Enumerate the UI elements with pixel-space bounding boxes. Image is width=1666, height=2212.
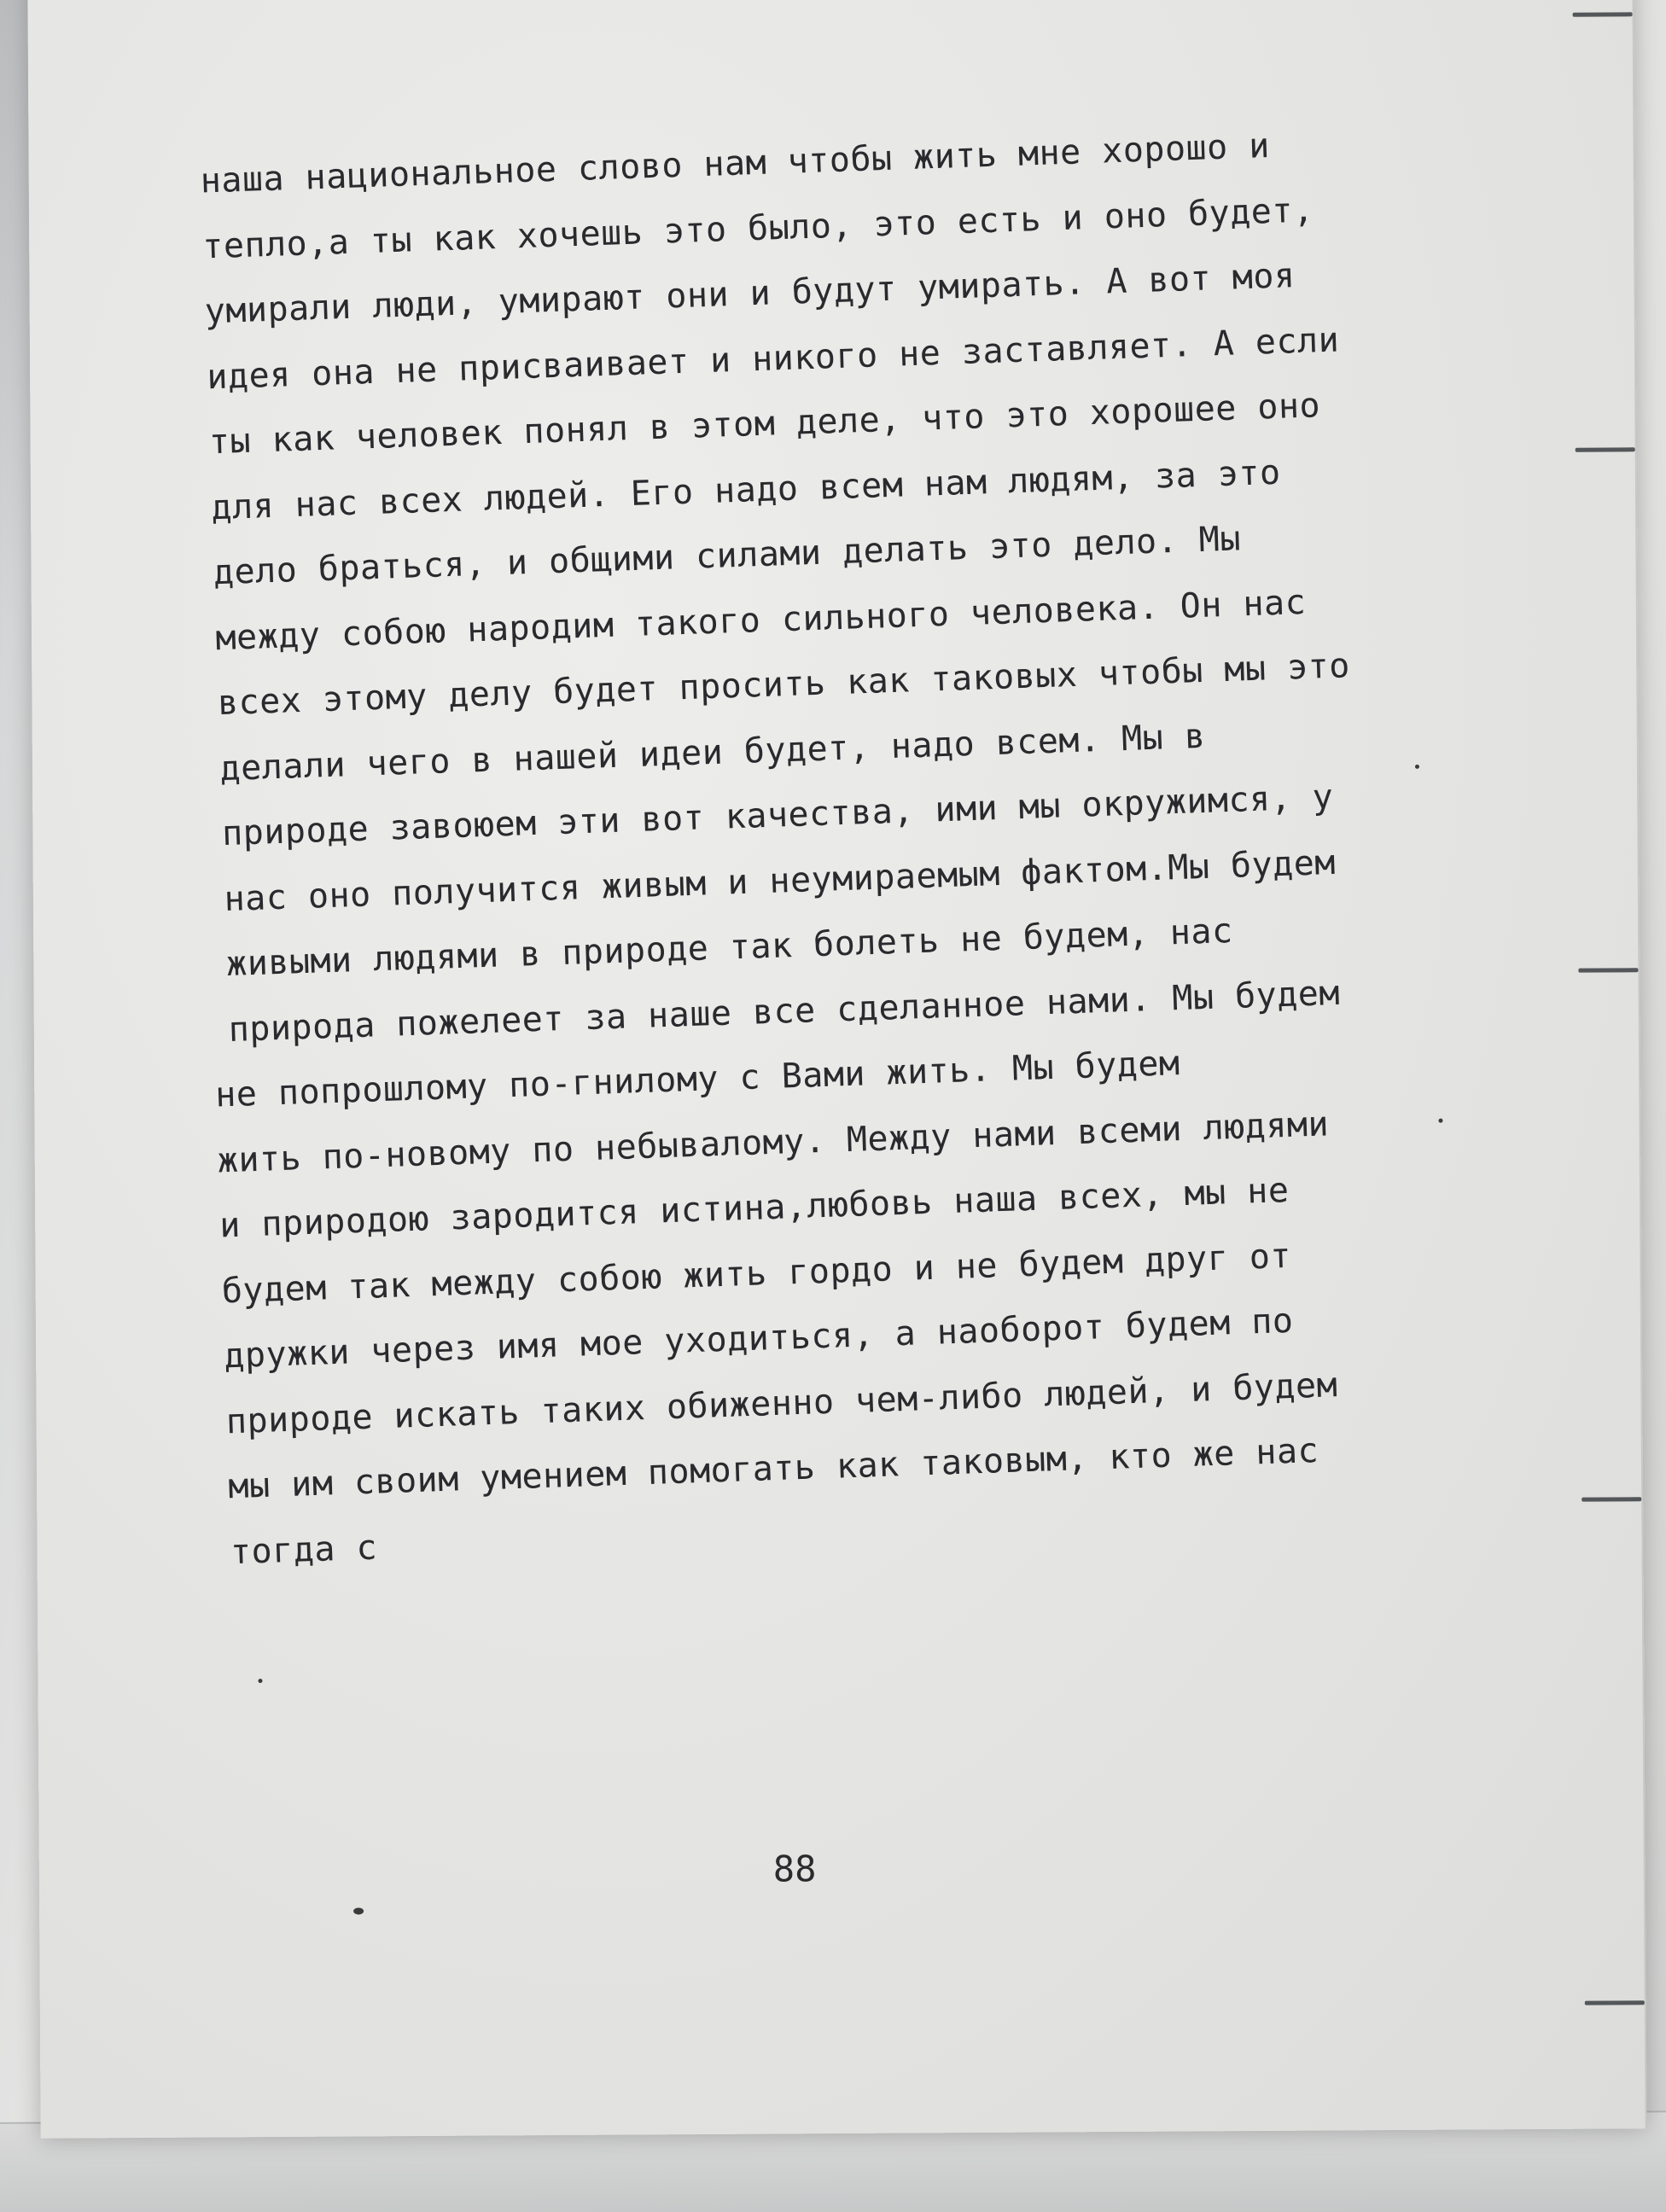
binding-staple (1585, 2000, 1645, 2005)
text-line: живыми людями в природе так болеть не будем, нас (225, 911, 1234, 985)
text-line: жить по-новому по небывалому. Между нами всеми людями (217, 1103, 1330, 1180)
page-number: 88 (772, 1848, 817, 1890)
ink-speck (1438, 1119, 1442, 1123)
text-line: не попрошлому по-гнилому с Вами жить. Мы будем (214, 1044, 1181, 1115)
ink-speck (353, 1907, 364, 1914)
text-line: между собою народим такого сильного человека. Он нас (214, 582, 1307, 658)
ink-speck (1415, 765, 1419, 769)
text-line: делали чего в нашей идеи будет, надо всем. Мы в (218, 716, 1207, 789)
text-line: всех этому делу будет просить как таковых чтобы мы это (217, 646, 1351, 724)
text-line: дружки через имя мое уходиться, а наоборот будем по (223, 1301, 1295, 1377)
text-line: идея она не присваивает и никого не заставляет. А если (206, 319, 1340, 397)
page-text (200, 106, 1544, 1584)
paper-sheet (27, 0, 1646, 2139)
text-line: природе искать таких обиженно чем-либо людей, и будем (225, 1365, 1338, 1441)
text-line: мы им своим умением помогать как таковым, кто же нас (227, 1430, 1319, 1507)
text-line: и природою зародится истина,любовь наша всех, мы не (218, 1170, 1290, 1246)
binding-staple (1578, 968, 1638, 972)
text-line: ты как человек понял в этом деле, что это хорошее оно (208, 386, 1321, 463)
text-line: наша национальное слово нам чтобы жить мне хорошо и (200, 125, 1271, 201)
text-line: природе завоюем эти вот качества, ими мы окружимся, у (221, 777, 1335, 854)
text-line: умирали люди, умирают они и будут умирать. А вот моя (204, 256, 1296, 332)
text-line: будем так между собою жить гордо и не будем друг от (221, 1236, 1292, 1311)
text-line: тепло,а ты как хочешь это было, это есть и оно будет, (201, 189, 1315, 266)
text-line: дело браться, и общими силами делать это дело. Мы (213, 519, 1242, 593)
text-line: природа пожелеет за наше все сделанное нами. Мы будем (227, 973, 1341, 1050)
ink-speck (258, 1679, 262, 1683)
text-line: для нас всех людей. Его надо всем нам людям, за это (210, 452, 1282, 527)
binding-staple (1573, 12, 1633, 16)
binding-staple (1582, 1497, 1641, 1501)
text-line: тогда с (230, 1528, 378, 1572)
text-line: нас оно получится живым и неумираемым фактом.Мы будем (223, 842, 1337, 919)
binding-staple (1576, 447, 1635, 451)
